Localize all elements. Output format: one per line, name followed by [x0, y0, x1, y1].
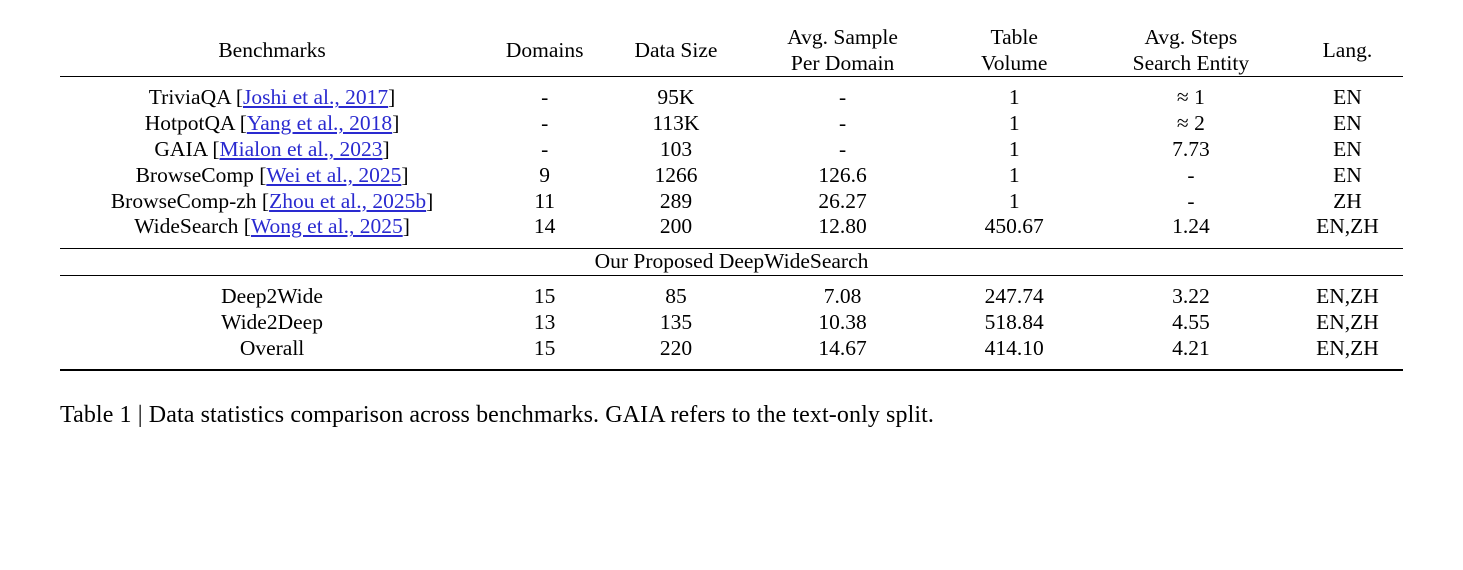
- cell-table-volume: 1: [938, 77, 1089, 111]
- cell-avg-sample: -: [838, 137, 847, 162]
- cell-avg-steps: 4.55: [1172, 309, 1210, 334]
- table-row: [60, 137, 1403, 163]
- column-header-avg-steps-line2: Search Entity: [1132, 51, 1250, 76]
- cell-table-volume: 1: [1008, 111, 1020, 136]
- cell-domains: 15: [533, 335, 556, 360]
- table-top-rule: [60, 24, 1403, 77]
- cell-table-volume: 450.67: [984, 214, 1044, 239]
- bottom-rule-cell: [60, 370, 1403, 371]
- cell-lang: EN,ZH: [1292, 276, 1403, 310]
- cell-avg-sample: 12.80: [818, 214, 867, 239]
- cell-avg-steps: 3.22: [1090, 276, 1292, 310]
- table-caption: Table 1 | Data statistics comparison across benchmarks. GAIA refers to the text-only split.: [60, 402, 935, 429]
- benchmark-name: Deep2Wide: [221, 284, 323, 309]
- table-row: [60, 163, 1403, 189]
- cell-table-volume: 1: [1008, 188, 1020, 213]
- cell-avg-steps: 4.21: [1172, 335, 1210, 360]
- cell-avg-steps: 1.24: [1172, 214, 1210, 239]
- column-header-avg-sample-per-domain: [747, 24, 939, 77]
- benchmark-name: HotpotQA: [144, 111, 235, 136]
- cell-table-volume: 518.84: [984, 309, 1044, 334]
- column-header-lang-label: Lang.: [1322, 38, 1373, 63]
- column-header-domains: [484, 24, 605, 77]
- cell-domains: 9: [539, 162, 551, 187]
- cell-avg-steps: ≈ 2: [1176, 111, 1205, 136]
- benchmark-name-cell: [60, 336, 484, 371]
- cell-lang: ZH: [1333, 188, 1362, 213]
- benchmark-name-cell: [60, 310, 484, 336]
- column-header-table-volume-line1: Table: [990, 25, 1038, 49]
- cell-avg-sample: 26.27: [818, 188, 867, 213]
- cell-lang: EN: [1333, 111, 1362, 136]
- cell-avg-steps: 7.73: [1172, 137, 1210, 162]
- column-header-avg-steps-line1: Avg. Steps: [1144, 25, 1238, 49]
- table-header: [60, 24, 1403, 77]
- table-row: [60, 310, 1403, 336]
- column-header-benchmarks: [60, 24, 484, 77]
- cell-domains: 13: [533, 309, 556, 334]
- cell-domains: 11: [534, 188, 556, 213]
- cell-domains: -: [484, 77, 605, 111]
- column-header-domains-label: Domains: [505, 38, 584, 63]
- cell-data-size: 113K: [652, 111, 700, 136]
- column-header-benchmarks-label: Benchmarks: [218, 38, 326, 63]
- benchmark-name: BrowseComp: [135, 162, 254, 187]
- cell-lang: EN,ZH: [1316, 309, 1379, 334]
- section-header-row: [60, 249, 1403, 276]
- cell-avg-sample: 7.08: [747, 276, 939, 310]
- cell-data-size: 289: [659, 188, 693, 213]
- column-header-avg-sample-line1: Avg. Sample: [787, 25, 898, 49]
- column-header-table-volume-line2: Volume: [980, 51, 1048, 76]
- benchmark-name-cell: HotpotQA [Yang et al., 2018]: [144, 111, 400, 136]
- cell-table-volume: 1: [1008, 162, 1020, 187]
- cell-domains: -: [541, 137, 549, 162]
- cell-avg-sample: 14.67: [818, 335, 867, 360]
- citation-link[interactable]: Joshi et al., 2017: [243, 85, 389, 110]
- cell-data-size: 85: [605, 276, 746, 310]
- section-label: Our Proposed DeepWideSearch: [60, 249, 1403, 276]
- column-header-lang: [1292, 24, 1403, 77]
- table-body-section-divider: [60, 249, 1403, 276]
- benchmark-name-cell: BrowseComp-zh [Zhou et al., 2025b]: [110, 188, 434, 213]
- data-statistics-table: [60, 24, 1403, 371]
- cell-data-size: 200: [659, 214, 693, 239]
- benchmark-name-cell: WideSearch [Wong et al., 2025]: [134, 214, 410, 239]
- cell-table-volume: 414.10: [984, 335, 1044, 360]
- cell-data-size: 220: [659, 335, 693, 360]
- cell-lang: EN,ZH: [1316, 214, 1379, 239]
- cell-domains: 15: [484, 276, 605, 310]
- cell-avg-steps: -: [1187, 162, 1195, 187]
- cell-lang: EN: [1292, 77, 1403, 111]
- benchmark-name-cell: GAIA [Mialon et al., 2023]: [154, 137, 390, 162]
- table-body-existing-benchmarks: [60, 77, 1403, 249]
- cell-domains: 14: [533, 214, 556, 239]
- benchmark-name-cell: TriviaQA [Joshi et al., 2017]: [60, 77, 484, 111]
- table-row: [60, 336, 1403, 371]
- cell-table-volume: 247.74: [938, 276, 1089, 310]
- citation-link[interactable]: Wong et al., 2025: [250, 214, 403, 239]
- citation-link[interactable]: Wei et al., 2025: [266, 162, 402, 187]
- citation-link[interactable]: Zhou et al., 2025b: [269, 188, 427, 213]
- column-header-table-volume: [938, 24, 1089, 77]
- cell-avg-sample: -: [838, 111, 847, 136]
- cell-avg-sample: 126.6: [818, 162, 867, 187]
- cell-data-size: 103: [659, 137, 693, 162]
- benchmark-name: Wide2Deep: [221, 309, 323, 334]
- table-bottom-rule-body: [60, 370, 1403, 371]
- table-row: [60, 214, 1403, 248]
- cell-domains: -: [541, 111, 549, 136]
- table-body-proposed-benchmarks: [60, 276, 1403, 371]
- benchmark-name-cell: [60, 276, 484, 310]
- cell-avg-steps: -: [1187, 188, 1195, 213]
- benchmark-name: GAIA: [154, 137, 207, 162]
- column-header-data-size: [605, 24, 746, 77]
- benchmark-name: WideSearch: [134, 214, 239, 239]
- cell-avg-steps: ≈ 1: [1090, 77, 1292, 111]
- cell-avg-sample: 10.38: [818, 309, 867, 334]
- citation-link[interactable]: Mialon et al., 2023: [219, 137, 383, 162]
- cell-table-volume: 1: [1008, 137, 1020, 162]
- column-header-avg-steps-search-entity: [1090, 24, 1292, 77]
- table-row: [60, 111, 1403, 137]
- benchmark-name: TriviaQA: [148, 85, 231, 110]
- citation-link[interactable]: Yang et al., 2018: [246, 111, 393, 136]
- cell-data-size: 95K: [605, 77, 746, 111]
- cell-data-size: 1266: [654, 162, 698, 187]
- benchmark-name: BrowseComp-zh: [110, 188, 257, 213]
- cell-lang: EN: [1333, 137, 1362, 162]
- column-header-avg-sample-line2: Per Domain: [790, 51, 895, 76]
- cell-data-size: 135: [659, 309, 693, 334]
- table-row: [60, 276, 1403, 310]
- table-row: [60, 189, 1403, 215]
- table-bottom-rule: [60, 370, 1403, 371]
- column-header-data-size-label: Data Size: [634, 38, 718, 63]
- benchmark-name: Overall: [239, 335, 305, 360]
- table-row: [60, 77, 1403, 111]
- cell-lang: EN,ZH: [1316, 335, 1379, 360]
- cell-lang: EN: [1333, 162, 1362, 187]
- cell-avg-sample: -: [747, 77, 939, 111]
- benchmark-name-cell: BrowseComp [Wei et al., 2025]: [135, 162, 409, 187]
